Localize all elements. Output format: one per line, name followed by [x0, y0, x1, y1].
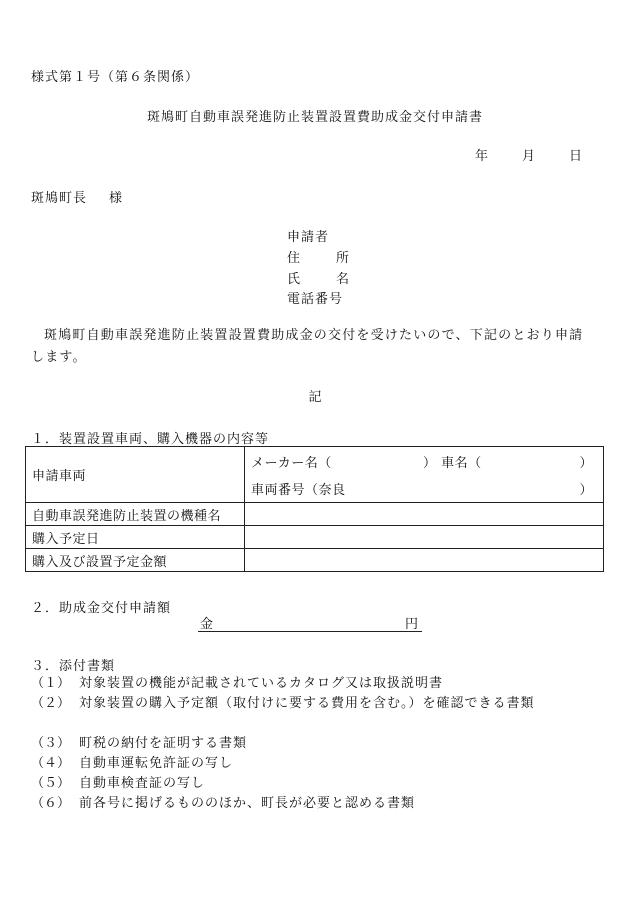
- plate-close: ）: [579, 483, 593, 498]
- plate-label: 車両番号（奈良: [251, 483, 346, 498]
- attachment-item: [31, 674, 596, 694]
- attachment-text: 自動車検査証の写し: [79, 776, 206, 791]
- carname-close: ）: [579, 456, 593, 471]
- attachment-text: 前各号に掲げるもののほか、町長が必要と認める書類: [79, 796, 416, 811]
- section2-heading: ２．助成金交付申請額: [31, 601, 172, 616]
- maker-label: メーカー名（: [251, 456, 332, 471]
- date-line: [475, 145, 582, 164]
- purchase-date-label: 購入予定日: [26, 526, 245, 549]
- applicant-address-label: 住 所: [287, 251, 349, 266]
- attachment-number: （４）: [31, 756, 71, 771]
- amount-yen-label: 円: [404, 617, 418, 632]
- form-number: 様式第１号（第６条関係）: [31, 70, 200, 85]
- attachment-number: （６）: [31, 796, 71, 811]
- device-model-label: 自動車誤発進防止装置の機種名: [26, 503, 245, 526]
- device-table: [25, 446, 604, 572]
- maker-close: ）: [423, 456, 437, 471]
- applicant-phone-label: 電話番号: [287, 292, 344, 307]
- attachment-text: 町税の納付を証明する書類: [79, 736, 248, 751]
- date-year-label: 年: [474, 149, 488, 164]
- attachment-item: [31, 754, 596, 774]
- attachment-number: （２）: [31, 696, 71, 711]
- table-row: [26, 503, 604, 526]
- applicant-name-label: 氏 名: [287, 272, 349, 287]
- section1-heading: １．装置設置車両、購入機器の内容等: [31, 432, 270, 447]
- table-row: [26, 526, 604, 549]
- maker-carname-row: [251, 452, 593, 471]
- attachment-number: （３）: [31, 736, 71, 751]
- purchase-amount-label: 購入及び設置予定金額: [26, 549, 245, 572]
- document-title: 斑鳩町自動車誤発進防止装置設置費助成金交付申請書: [146, 110, 483, 125]
- amount-kin-label: 金: [200, 617, 214, 632]
- date-month-label: 月: [521, 149, 535, 164]
- addressee-honorific: 様: [109, 191, 124, 206]
- amount-field[interactable]: [198, 613, 422, 632]
- table-row: [26, 549, 604, 572]
- attachment-number: （１）: [31, 676, 71, 691]
- attachment-text: 自動車運転免許証の写し: [79, 756, 234, 771]
- attachment-item: [31, 774, 596, 794]
- section3-heading: ３．添付書類: [31, 659, 116, 674]
- request-statement: 斑鳩町自動車誤発進防止装置設置費助成金の交付を受けたいので、下記のとおり申請します。: [31, 328, 584, 365]
- attachment-item: [31, 734, 596, 754]
- attachment-number: （５）: [31, 776, 71, 791]
- attachment-item: [31, 694, 596, 714]
- attachment-text: 対象装置の購入予定額（取付けに要する費用を含む。）を確認できる書類: [79, 696, 535, 711]
- addressee: [31, 187, 123, 206]
- addressee-name: 斑鳩町長: [31, 191, 88, 206]
- purchase-amount-value[interactable]: [245, 549, 604, 572]
- device-model-value[interactable]: [245, 503, 604, 526]
- vehicle-value-cell[interactable]: [245, 447, 604, 503]
- purchase-date-value[interactable]: [245, 526, 604, 549]
- vehicle-label: 申請車両: [26, 447, 245, 503]
- applicant-label: 申請者: [287, 230, 330, 245]
- table-row-vehicle: [26, 447, 604, 503]
- date-day-label: 日: [568, 149, 582, 164]
- plate-row: [251, 479, 593, 498]
- attachment-item: [31, 794, 596, 814]
- ki-label: 記: [308, 390, 322, 405]
- carname-label: 車名（: [441, 456, 482, 471]
- attachment-text: 対象装置の機能が記載されているカタログ又は取扱説明書: [79, 676, 444, 691]
